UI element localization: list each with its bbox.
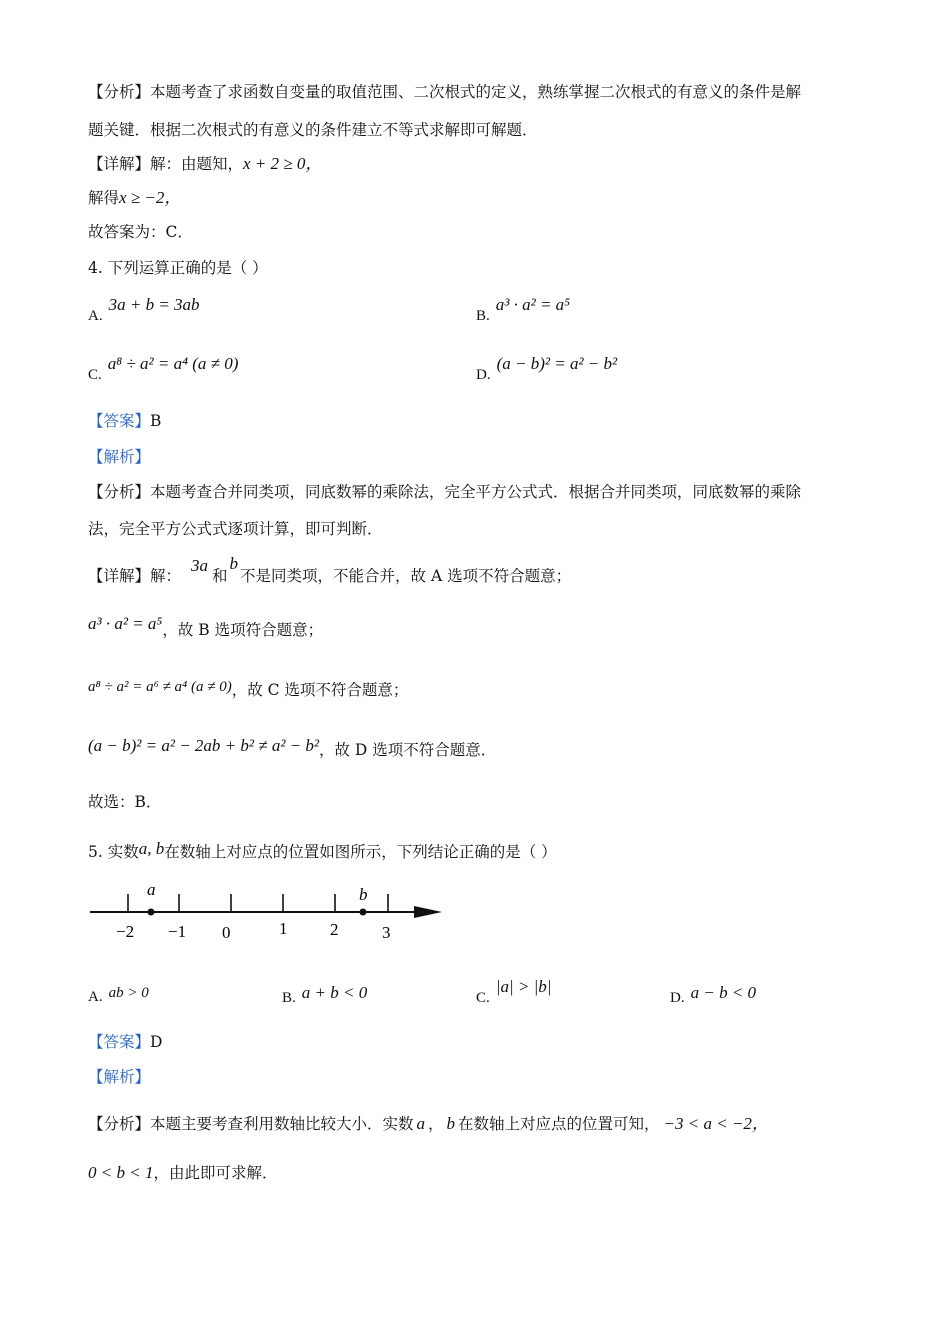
- q5-analysis-b: b: [446, 1114, 456, 1133]
- q4-detail-line1: [88, 554, 572, 586]
- prev-detail-label: 【详解】解：由题知，: [88, 155, 244, 173]
- q4-option-c-expr: a⁸ ÷ a² = a⁴ (a ≠ 0): [107, 354, 239, 373]
- point-a-label: a: [147, 880, 156, 899]
- q4-detail-and: 和: [212, 567, 228, 585]
- number-line-figure: [88, 878, 458, 948]
- q5-option-d-label: D.: [670, 990, 685, 1006]
- number-line-arrow: [414, 906, 442, 918]
- tick-label-neg1: −1: [168, 922, 187, 941]
- point-a-dot: [148, 909, 155, 916]
- q5-answer-tag: 【答案】: [88, 1033, 151, 1051]
- q4-answer-value: B: [150, 412, 162, 430]
- q4-option-b-expr: a³ · a² = a⁵: [495, 295, 571, 314]
- q5-option-c[interactable]: [476, 977, 552, 1007]
- q4-option-a[interactable]: [88, 295, 200, 325]
- point-b-label: b: [359, 885, 368, 904]
- q4-option-d-label: D.: [476, 367, 491, 383]
- q4-detail-line-d: [88, 736, 497, 760]
- point-b-dot: [360, 909, 367, 916]
- prev-solve-math: x ≥ −2，: [119, 188, 182, 207]
- q5-option-d-expr: a − b < 0: [690, 983, 757, 1002]
- q4-choose: 故选：B．: [88, 793, 162, 811]
- q5-analysis-line2: [88, 1163, 277, 1183]
- q5-stem-pre: 5. 实数: [88, 843, 139, 861]
- q4-option-d-expr: (a − b)² = a² − b²: [496, 354, 618, 373]
- q4-detail-b: b: [229, 554, 239, 573]
- q4-detail-line-b: [88, 614, 324, 640]
- q5-analysis-range: −3 < a < −2，: [663, 1114, 769, 1133]
- tick-label-3: 3: [382, 923, 391, 942]
- prev-answer: 故答案为：C．: [88, 223, 193, 241]
- q4-detail-line-c: [88, 680, 408, 701]
- q5-option-d[interactable]: [670, 983, 757, 1007]
- q4-line-c-math: a⁸ ÷ a² = a⁶ ≠ a⁴ (a ≠ 0): [88, 679, 232, 695]
- q4-analysis-line1: 【分析】本题考查合并同类项，同底数幂的乘除法，完全平方公式式．根据合并同类项，同底数幂的乘除: [88, 483, 802, 501]
- prev-analysis-line2: 题关键．根据二次根式的有意义的条件建立不等式求解即可解题．: [88, 121, 538, 139]
- q5-option-b-label: B.: [282, 990, 296, 1006]
- q5-jiexi-tag: 【解析】: [88, 1068, 151, 1086]
- q4-line-d-math: (a − b)² = a² − 2ab + b² ≠ a² − b²: [88, 736, 319, 755]
- q4-line-b-math: a³ · a² = a⁵: [88, 614, 163, 633]
- q4-option-b-label: B.: [476, 308, 490, 324]
- tick-label-neg2: −2: [116, 922, 135, 941]
- q5-analysis-conclusion: ，由此即可求解．: [153, 1164, 278, 1182]
- q4-detail-3a: 3a: [191, 556, 209, 575]
- prev-solve-line: [88, 188, 181, 208]
- q4-line-c-text: ，故 C 选项不符合题意；: [231, 681, 409, 699]
- q5-answer-value: D: [150, 1033, 163, 1051]
- q5-answer-line: [88, 1032, 162, 1052]
- q4-stem: 4. 下列运算正确的是（ ）: [88, 259, 268, 277]
- prev-analysis-line1: 【分析】本题考查了求函数自变量的取值范围、二次根式的定义，熟练掌握二次根式的有意义的条件是解: [88, 83, 802, 101]
- q4-analysis-line2: 法，完全平方公式式逐项计算，即可判断．: [88, 520, 383, 538]
- q5-option-b-expr: a + b < 0: [301, 983, 368, 1002]
- q5-option-a-label: A.: [88, 989, 103, 1005]
- q4-option-c-label: C.: [88, 367, 102, 383]
- q4-answer-tag: 【答案】: [88, 412, 151, 430]
- q5-analysis-text2: 在数轴上对应点的位置可知，: [458, 1115, 660, 1133]
- q5-analysis-text1: 【分析】本题主要考查利用数轴比较大小．实数: [88, 1115, 414, 1133]
- q4-option-a-expr: 3a + b = 3ab: [108, 295, 200, 314]
- q4-option-b[interactable]: [476, 295, 571, 325]
- q5-analysis-b-range: 0 < b < 1: [88, 1163, 154, 1182]
- q5-stem-math: a, b: [138, 839, 165, 858]
- q4-line-d-text: ，故 D 选项不符合题意．: [319, 741, 497, 759]
- q5-analysis-line1: [88, 1114, 769, 1134]
- q4-option-a-label: A.: [88, 308, 103, 324]
- q4-line-b-text: ，故 B 选项符合题意；: [162, 621, 324, 639]
- q5-stem-post: 在数轴上对应点的位置如图所示，下列结论正确的是（ ）: [164, 843, 557, 861]
- q5-option-c-label: C.: [476, 990, 490, 1006]
- prev-detail-line: [88, 154, 322, 174]
- tick-label-1: 1: [279, 919, 288, 938]
- tick-label-2: 2: [330, 920, 339, 939]
- prev-solve-label: 解得: [88, 189, 120, 207]
- q5-analysis-sep: ，: [428, 1115, 444, 1133]
- q5-option-a-expr: ab > 0: [108, 985, 149, 1001]
- q4-option-c[interactable]: [88, 354, 239, 384]
- q4-option-d[interactable]: [476, 354, 618, 384]
- q4-answer-line: [88, 411, 161, 431]
- q5-stem: [88, 839, 557, 862]
- q5-analysis-a: a: [416, 1114, 426, 1133]
- q4-jiexi-tag: 【解析】: [88, 448, 151, 466]
- tick-label-0: 0: [222, 923, 231, 942]
- prev-detail-math: x + 2 ≥ 0，: [243, 154, 323, 173]
- q5-option-c-expr: |a| > |b|: [495, 977, 552, 996]
- q4-detail-label: 【详解】解：: [88, 567, 182, 585]
- q4-detail-rest: 不是同类项，不能合并，故 A 选项不符合题意；: [240, 567, 572, 585]
- q5-option-a[interactable]: [88, 987, 149, 1006]
- q5-option-b[interactable]: [282, 983, 368, 1007]
